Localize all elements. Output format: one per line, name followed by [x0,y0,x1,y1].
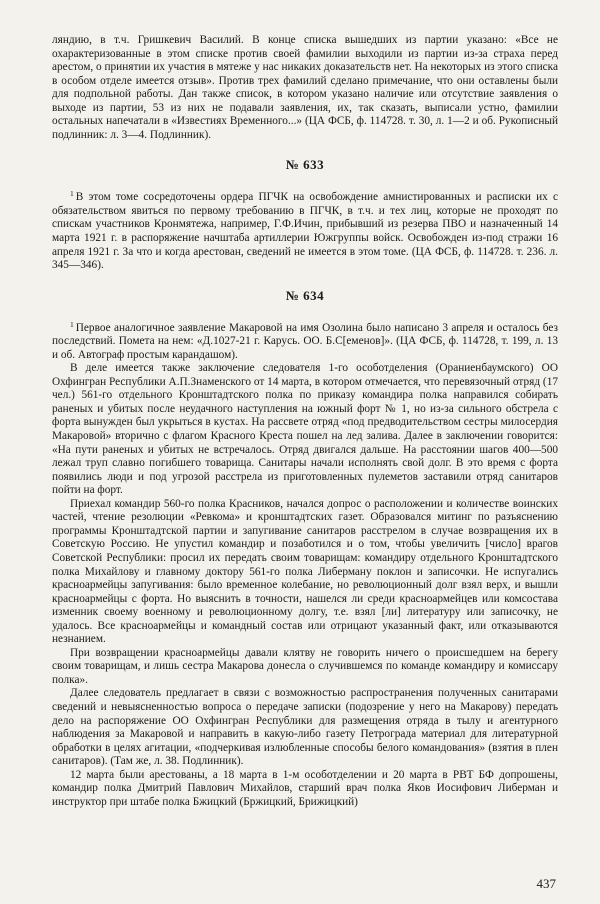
body-paragraph: Далее следователь предлагает в связи с возможностью распространения полученных санитарами сведений и невыясненностью вопроса о передаче записки (подозрение у него на Макарову) передать дело на распоряжение ОО Охфингран Республики для размещения отряда в тылу и агентурного наблюдения за Макаровой и направить в какую-либо газету Петрограда материал для литературной обработки в целях агитации, «подчеркивая излюбленные способы белого командования» (взятия в плен санитаров). (Там же, л. 38. Подлинник). [52,687,558,768]
doc-633-heading: № 633 [285,157,325,173]
footnote-text: В этом томе сосредоточены ордера ПГЧК на освобождение амнистированных и расписки их с обязательством явиться по первому требованию в ПГЧК, в т.ч. и тех лиц, которые не проходят по спискам участников Кронмятежа, например, Г.Ф.Ичин, прибывший из резерва ПВО и назначенный 14 марта 1921 г. в распоряжение начштаба артиллерии Южгруппы войск. Освобожден из-под стражи 16 апреля 1921 г. За что и когда арестован, сведений не имеется в этом томе. (ЦА ФСБ, ф. 114728. т. 236. л. 345—346). [52,191,558,272]
footnote-text: Первое аналогичное заявление Макаровой на имя Озолина было написано 3 апреля и осталось без последствий. Помета на нем: «Д.1027-21 г. Карусь. ОО. Б.С[еменов]». (ЦА ФСБ, ф. 114728, т. 199, л. 13 и об. Автограф простым карандашом). [52,321,558,361]
continued-note: ляндию, в т.ч. Гришкевич Василий. В конце списка вышедших из партии указано: «Все не охарактеризованные в этом списке против своей фамилии выходили из партии из-за страха перед арестом, о принятии их участия в мятеже у нас никаких доказательств нет. На некоторых из этого списка в особом отделе имеется отзыв». Против трех фамилий сделано примечание, что они оставлены были для подпольной работы. Дан также список, в котором указано наличие или отсутствие заявления о выходе из партии, 53 из них не подавали заявления, их, так сказать, выписали устно, фамилии остальных напечатали в «Известиях Временного...» (ЦА ФСБ, ф. 114728. т. 30, л. 1—2 и об. Рукописный подлинник: л. 3—4. Подлинник). [52,34,558,141]
doc-634-footnote [52,318,558,363]
body-paragraph: Приехал командир 560-го полка Красников, начался допрос о расположении и количестве воинских частей, чтение резолюции «Ревкома» и кронштадтских газет. Образовался митинг по разъяснению программы Кронштадтской партии и запугивание санитаров расстрелом в случае возвращения их в Советскую Россию. Не упустил командир и позаботился и о том, чтобы увеличить [число] врагов Советской Республики: просил их передать своим товарищам: командиру отдельного Кронштадтского полка Михайлову и главному доктору 561-го полка Либерману поклон и записочки. Не испугались красноармейцы запугивания: было временное колебание, но революционный долг взял верх, и вышли красноармейцы с форта. Но выяснить в точности, нашелся ли среди красноармейцев или комсостава изменник своему военному и революционному долгу, т.е. взял [ли] литературу или записочку, не удалось. Все красноармейцы и командный состав или отрицают указанный факт, или отказываются незнанием. [52,497,558,646]
footnote-mark: 1 [70,189,74,199]
body-paragraph: 12 марта были арестованы, а 18 марта в 1-м особотделении и 20 марта в РВТ БФ допрошены, командир полка Дмитрий Павлович Михайлов, старший врач полка Яков Иосифович Либерман и инструктор при штабе полка Бжицкий (Бржицкий, Брижицкий) [52,768,558,808]
body-paragraph: При возвращении красноармейцы давали клятву не говорить ничего о происшедшем на берегу своим товарищам, и лишь сестра Макарова донесла о случившемся по команде командиру и комиссару полка». [52,646,558,686]
doc-633-footnote [52,187,558,272]
body-paragraph: В деле имеется также заключение следователя 1-го особотделения (Ораниенбаумского) ОО Охфингран Республики А.П.Знаменского от 14 марта, в котором отмечается, что перевязочный отряд (17 чел.) 561-го отдельного Кронштадтского полка по приказу командира полка направился собирать раненых и убитых после неудачного наступления на южный форт № 1, но из-за сильного обстрела с форта вынужден был укрыться в кустах. На рассвете отряд «под предводительством сестры милосердия Макаровой» вторично с флагом Красного Креста пошел на лед залива. Далее в заключении говорится: «На пути раненых и убитых не встречалось. Отряд двигался дальше. На расстоянии шагов 400—500 лежал труп славно погибшего товарища. Санитары начали исполнять свой долг. В это время с форта появились люди и под угрозой расстрела из приготовленных пулеметов заставили отряд санитаров пойти на форт. [52,362,558,497]
footnote-mark: 1 [70,319,74,329]
page-number: 437 [536,876,556,891]
doc-634-heading: № 634 [285,287,325,303]
